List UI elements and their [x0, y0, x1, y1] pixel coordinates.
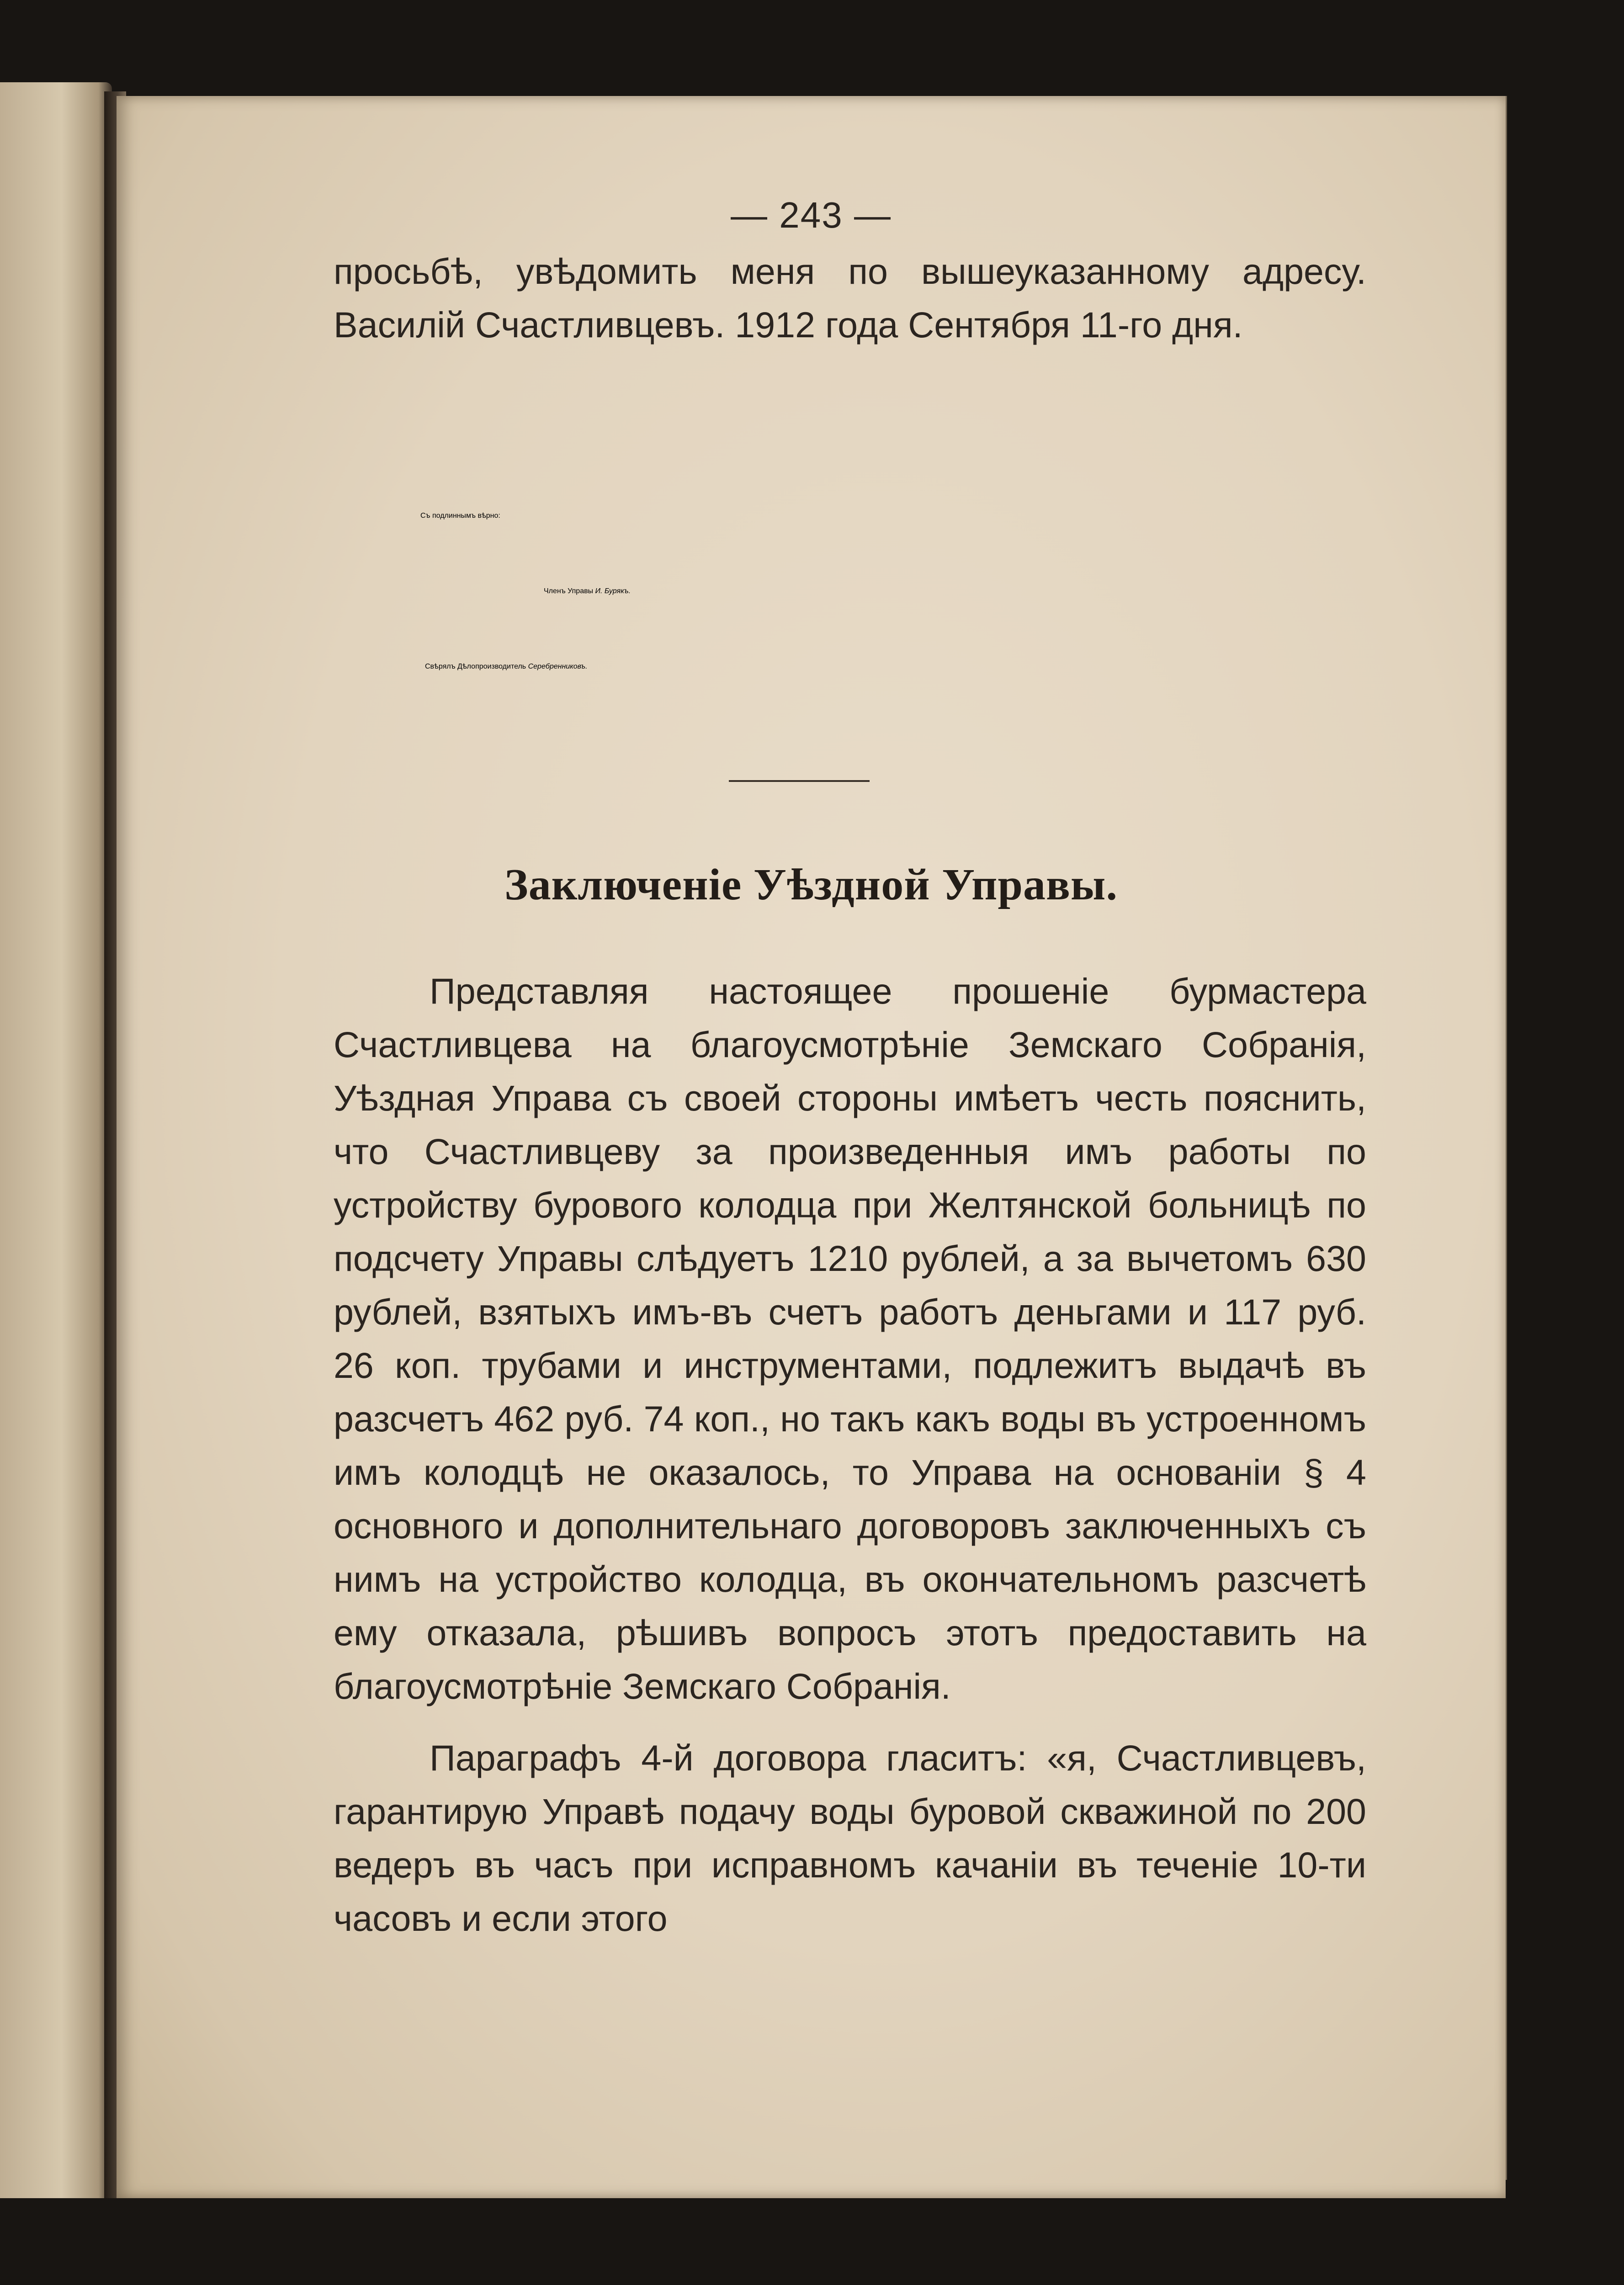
section-divider — [729, 780, 870, 782]
book-page — [117, 96, 1506, 2198]
clerk-signature-line — [425, 640, 588, 693]
member-signature-line — [544, 564, 631, 618]
left-page-edge — [0, 82, 112, 2198]
page-number: — 243 — — [731, 195, 892, 235]
intro-paragraph: просьбѣ, увѣдомить меня по вышеуказанному адресу. Василій Счастливцевъ. 1912 года Сентября 11-го дня. — [334, 251, 1366, 345]
body-text — [334, 964, 1366, 1945]
paragraph-1: Представляя настоящее прошеніе бурмастера Счастливцева на благоусмотрѣніе Земскаго Собранія, Уѣздная Управа съ своей стороны имѣетъ честь пояснить, что Счастливцеву за произведенныя имъ работы по устройству бурового колодца при Желтянской больницѣ по подсчету Управы слѣдуетъ 1210 рублей, а за вычетомъ 630 рублей, взятыхъ имъ-въ счетъ работъ деньгами и 117 руб. 26 коп. трубами и инструментами, подлежитъ выдачѣ въ разсчетъ 462 руб. 74 коп., но такъ какъ воды въ устроенномъ имъ колодцѣ не оказалось, то Управа на основаніи § 4 основного и дополнительнаго договоровъ заключенныхъ съ нимъ на устройство колодца, въ окончательномъ разсчетѣ ему отказала, рѣшивъ вопросъ этотъ предоставить на благоусмотрѣніе Земскаго Собранія. — [334, 971, 1366, 1706]
clerk-label: Свѣрялъ Дѣлопроизводитель — [425, 663, 528, 670]
clerk-signature: Серебренниковъ. — [528, 663, 588, 670]
member-label: Членъ Управы — [544, 587, 595, 595]
member-signature: И. Бурякъ. — [595, 587, 631, 595]
page-text — [334, 244, 1366, 351]
section-heading: Заключеніе Уѣздной Управы. — [504, 860, 1118, 909]
paragraph-2: Параграфъ 4-й договора гласитъ: «я, Счастливцевъ, гарантирую Управѣ подачу воды буровой скважиной по 200 ведеръ въ часъ при исправномъ качаніи въ теченіе 10-ти часовъ и если этого — [334, 1738, 1366, 1939]
certification-line: Съ подлиннымъ вѣрно: — [420, 512, 500, 520]
